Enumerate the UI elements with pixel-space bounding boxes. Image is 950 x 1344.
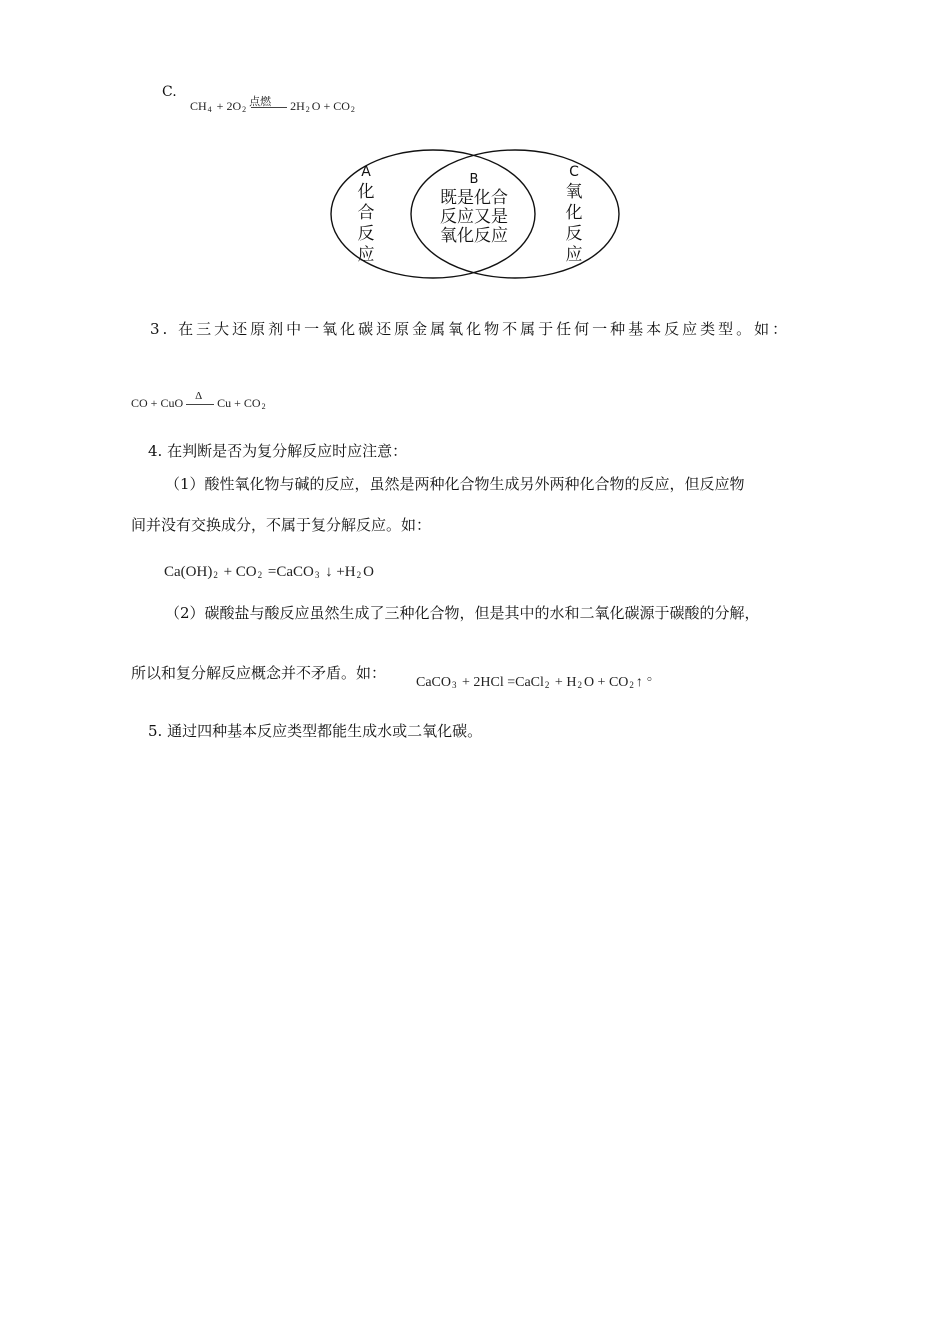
eq-subscript: 2 (544, 680, 550, 690)
venn-diagram (325, 146, 625, 284)
eq-subscript: 3 (314, 570, 320, 580)
eq-subscript: 3 (452, 680, 457, 690)
equation-limewater (164, 564, 374, 581)
eq-subscript: 2 (213, 570, 218, 580)
venn-c-char: 化 (565, 203, 583, 223)
eq-term: CaCO (416, 675, 451, 690)
venn-b-letter: B (469, 172, 479, 187)
eq-term: ↓ +H (325, 564, 356, 580)
eq-term: O + CO (583, 675, 629, 690)
venn-b-line: 反应又是 (440, 207, 508, 227)
item-4-heading: 4. 在判断是否为复分解反应时应注意： (148, 442, 408, 460)
venn-a-char: 反 (357, 224, 375, 244)
item-4-p2-line1: （2）碳酸盐与酸反应虽然生成了三种化合物，但是其中的水和二氧化碳源于碳酸的分解， (165, 604, 760, 622)
eq-subscript: 2 (242, 105, 247, 114)
venn-a-letter: A (361, 164, 371, 180)
eq-term: + 2O (216, 99, 242, 113)
eq-term: O (363, 564, 374, 580)
eq-subscript: 2 (356, 570, 362, 580)
eq-term: Ca(OH) (164, 564, 213, 580)
eq-term: CO + CuO (131, 396, 184, 410)
venn-c-char: 反 (565, 224, 583, 244)
eq-term: Cu + CO (217, 396, 261, 410)
eq-term: + H (554, 675, 577, 690)
venn-c-letter: C (569, 164, 579, 180)
equation-carbonate-acid (416, 671, 661, 691)
venn-c-char: 应 (565, 245, 583, 265)
eq-term: 2H (290, 99, 305, 113)
eq-term: + 2HCl =CaCl (462, 675, 544, 690)
eq-term: + CO (223, 564, 257, 580)
venn-a-char: 化 (357, 182, 375, 202)
option-c-label: C. (162, 84, 177, 100)
item-4-p1-line2: 间并没有交换成分，不属于复分解反应。如： (131, 516, 432, 534)
eq-subscript: 4 (207, 105, 212, 114)
venn-b-line: 既是化合 (440, 188, 508, 208)
reaction-condition: Δ (195, 389, 203, 402)
eq-subscript: 2 (257, 570, 263, 580)
eq-subscript: 2 (350, 105, 355, 114)
eq-subscript: 2 (577, 680, 582, 690)
eq-subscript: 2 (261, 402, 266, 411)
venn-b-line: 氧化反应 (440, 226, 508, 246)
eq-term: =CaCO (267, 564, 314, 580)
item-5-text: 5. 通过四种基本反应类型都能生成水或二氧化碳。 (148, 722, 483, 740)
equation-co-reduction (131, 389, 268, 411)
eq-term: O + CO (311, 99, 350, 113)
venn-a-char: 应 (357, 245, 375, 265)
eq-term: ↑ (635, 675, 643, 690)
item-3-text: 3. 在三大还原剂中一氧化碳还原金属氧化物不属于任何一种基本反应类型。如： (150, 320, 791, 338)
item-4-p1-line1: （1）酸性氧化物与碱的反应，虽然是两种化合物生成另外两种化合物的反应，但反应物 (165, 475, 745, 493)
reaction-condition: 点燃 (249, 95, 272, 108)
item-4-p2-line2: 所以和复分解反应概念并不矛盾。如： (131, 664, 387, 682)
reaction-arrow (186, 389, 214, 405)
eq-term: CH (190, 99, 207, 113)
eq-end-mark: 。 (646, 669, 661, 684)
venn-c-char: 氧 (565, 182, 583, 202)
equation-methane-combustion (190, 95, 357, 114)
eq-subscript: 2 (629, 680, 634, 690)
venn-a-char: 合 (357, 203, 375, 223)
eq-subscript: 2 (305, 105, 310, 114)
reaction-arrow (249, 95, 287, 108)
